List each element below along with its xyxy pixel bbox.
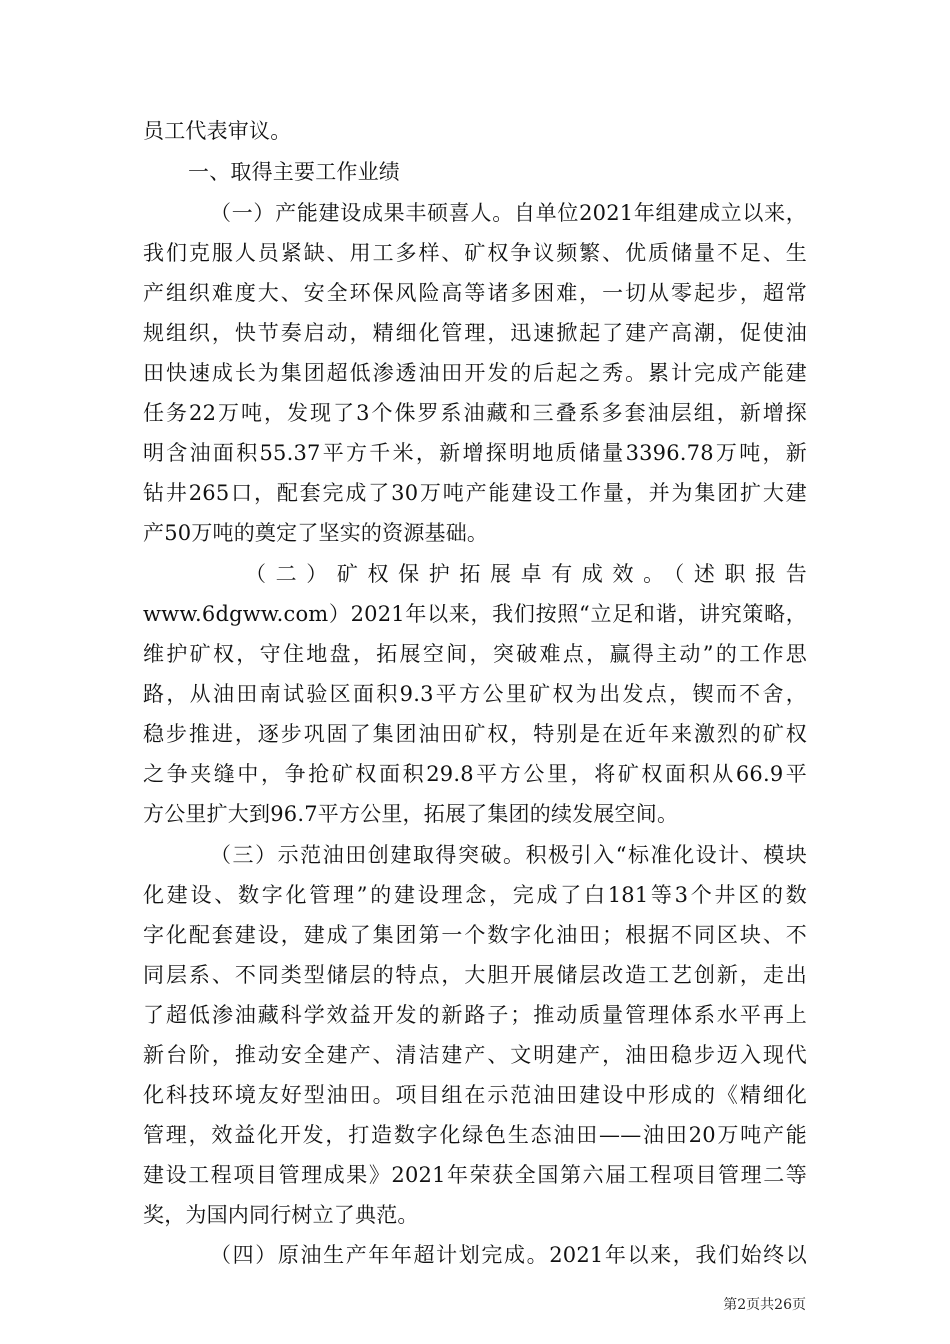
text-line: 稳步推进，逐步巩固了集团油田矿权，特别是在近年来激烈的矿权: [143, 722, 807, 746]
text-line: 规组织，快节奏启动，精细化管理，迅速掀起了建产高潮，促使油: [143, 321, 807, 345]
page-number-footer: 第2页共26页: [723, 1297, 806, 1313]
text-line: 员工代表审议。: [143, 119, 292, 143]
text-line: （二）矿权保护拓展卓有成效。（述职报告: [245, 562, 807, 586]
text-line: 管理，效益化开发，打造数字化绿色生态油田——油田20万吨产能: [143, 1123, 807, 1147]
text-line: 产组织难度大、安全环保风险高等诸多困难，一切从零起步，超常: [143, 281, 807, 305]
text-line: 化科技环境友好型油田。项目组在示范油田建设中形成的《精细化: [143, 1083, 807, 1107]
text-line: 之争夹缝中，争抢矿权面积29.8平方公里，将矿权面积从66.9平: [143, 762, 807, 786]
section-heading: 一、取得主要工作业绩: [188, 160, 400, 184]
text-line: 字化配套建设，建成了集团第一个数字化油田；根据不同区块、不: [143, 923, 807, 947]
text-line: （一）产能建设成果丰硕喜人。自单位2021年组建成立以来，: [210, 201, 807, 225]
text-line: 方公里扩大到96.7平方公里，拓展了集团的续发展空间。: [143, 802, 679, 826]
text-line: 同层系、不同类型储层的特点，大胆开展储层改造工艺创新，走出: [143, 963, 807, 987]
text-line: www.6dgww.com）2021年以来，我们按照“立足和谐，讲究策略，: [143, 602, 807, 626]
text-line: 明含油面积55.37平方千米，新增探明地质储量3396.78万吨，新: [143, 441, 807, 465]
text-line: 了超低渗油藏科学效益开发的新路子；推动质量管理体系水平再上: [143, 1003, 807, 1027]
text-line: 产50万吨的奠定了坚实的资源基础。: [143, 521, 489, 545]
text-line: 我们克服人员紧缺、用工多样、矿权争议频繁、优质储量不足、生: [143, 241, 807, 265]
text-line: 化建设、数字化管理”的建设理念，完成了白181等3个井区的数: [143, 883, 807, 907]
text-line: 路，从油田南试验区面积9.3平方公里矿权为出发点，锲而不舍，: [143, 682, 807, 706]
text-line: （三）示范油田创建取得突破。积极引入“标准化设计、模块: [210, 843, 807, 867]
text-line: 田快速成长为集团超低渗透油田开发的后起之秀。累计完成产能建: [143, 361, 807, 385]
text-line: 新台阶，推动安全建产、清洁建产、文明建产，油田稳步迈入现代: [143, 1043, 807, 1067]
text-line: 维护矿权，守住地盘，拓展空间，突破难点，赢得主动”的工作思: [143, 642, 807, 666]
text-line: 奖，为国内同行树立了典范。: [143, 1203, 419, 1227]
text-line: 建设工程项目管理成果》2021年荣获全国第六届工程项目管理二等: [143, 1163, 807, 1187]
text-line: （四）原油生产年年超计划完成。2021年以来，我们始终以: [210, 1243, 807, 1267]
text-line: 任务22万吨，发现了3个侏罗系油藏和三叠系多套油层组，新增探: [143, 401, 807, 425]
text-line: 钻井265口，配套完成了30万吨产能建设工作量，并为集团扩大建: [143, 481, 807, 505]
